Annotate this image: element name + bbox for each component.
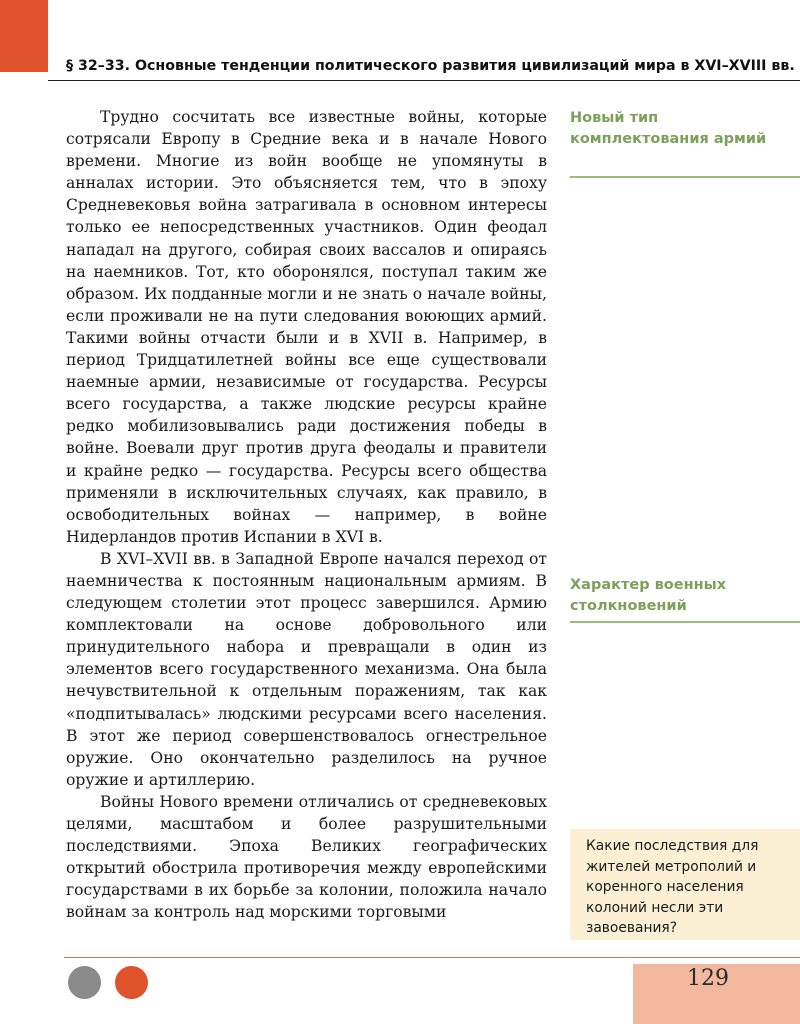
paragraph: В XVI–XVII вв. в Западной Европе начался переход от наемничества к постоянным национальным армиям. В следующем столетии этот процесс завершился. Армию комплектовали на основе добровольного или принудительного набора и превращали в один из элементов всего государственного механизма. Она была нечувствительной к отдельным поражениям, так как «подпитывалась» людскими ресурсами всего населения. В этот же период совершенствовалось огнестрельное оружие. Оно окончательно разделилось на ручное оружие и артиллерию. bbox=[66, 549, 547, 789]
page-number: 129 bbox=[687, 966, 729, 991]
margin-heading-war-character: Характер военных столкновений bbox=[570, 577, 727, 614]
corner-color-block bbox=[0, 0, 48, 72]
margin-heading-army-type: Новый тип комплектования армий bbox=[570, 110, 767, 147]
margin-heading-divider bbox=[570, 176, 800, 178]
main-text bbox=[66, 106, 547, 923]
question-text: Какие последствия для жителей метрополий и коренного населения колоний несли эти завоевания? bbox=[586, 838, 759, 936]
margin-heading-divider bbox=[570, 621, 800, 623]
footer-divider bbox=[64, 957, 800, 958]
page-header-title: § 32–33. Основные тенденции политического развития цивилизаций мира в XVI–XVIII вв. bbox=[66, 58, 795, 74]
gray-circle-icon bbox=[68, 966, 101, 999]
header-divider bbox=[48, 80, 800, 81]
paragraph: Войны Нового времени отличались от средневековых целями, масштабом и более разрушительными последствиями. Эпоха Великих географических открытий обострила противоречия между европейскими государствами в их борьбе за колонии, положила начало войнам за контроль над морскими торговыми bbox=[66, 792, 547, 922]
paragraph: Трудно сосчитать все известные войны, которые сотрясали Европу в Средние века и в начале Нового времени. Многие из войн вообще не упомянуты в анналах истории. Это объясняется тем, что в эпоху Средневековья война затрагивала в основном интересы только ее непосредственных участников. Один феодал нападал на другого, собирая своих вассалов и опираясь на наемников. Тот, кто оборонялся, поступал таким же образом. Их подданные могли и не знать о начале войны, если проживали не на пути следования воюющих армий. Такими войны отчасти были и в XVII в. Например, в период Тридцатилетней войны все еще существовали наемные армии, независимые от государства. Ресурсы всего государства, а также людские ресурсы крайне редко мобилизовывались ради достижения победы в войне. Воевали друг против друга феодалы и правители и крайне редко — государства. Ресурсы всего общества применяли в исключительных случаях, как правило, в освободительных войнах — например, в войне Нидерландов против Испании в XVI в. bbox=[66, 108, 547, 546]
orange-circle-icon bbox=[115, 966, 148, 999]
